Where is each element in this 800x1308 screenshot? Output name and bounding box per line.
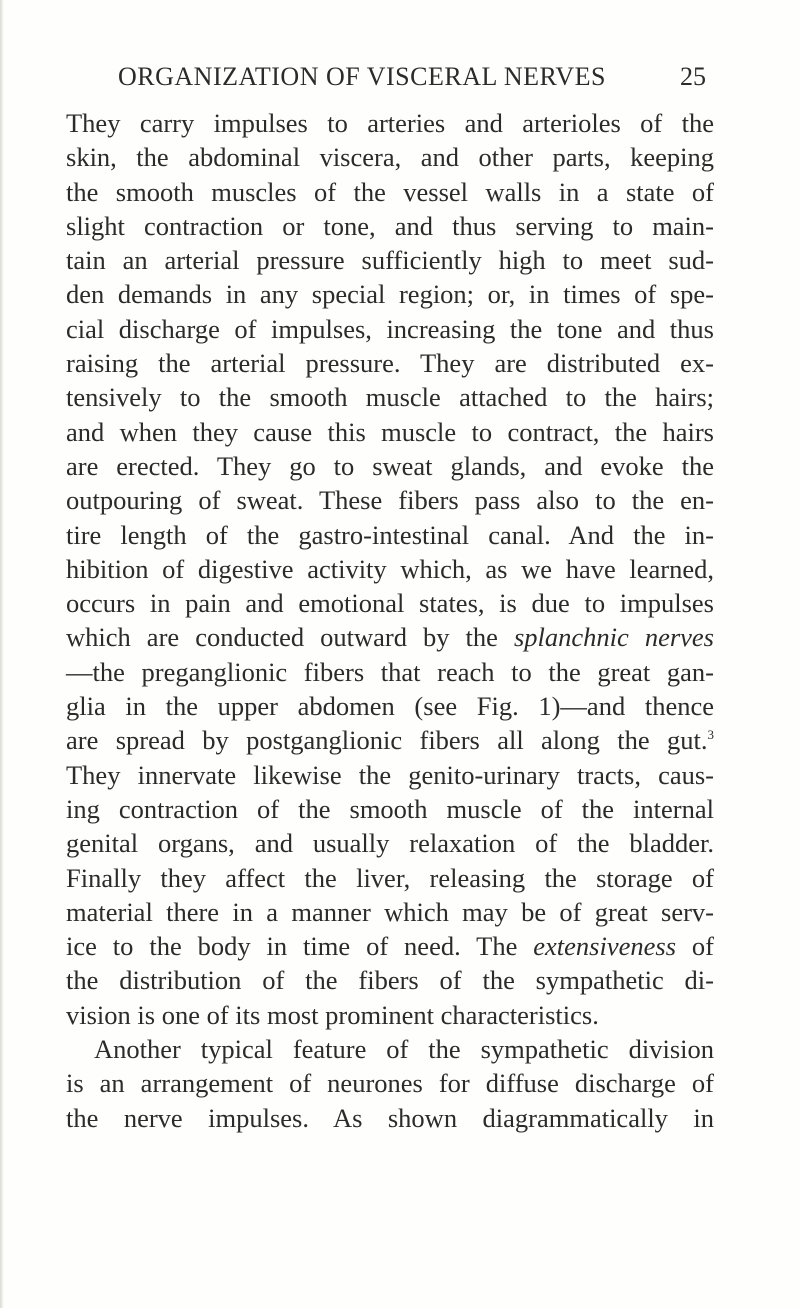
italic-term: splanchnic nerves bbox=[513, 622, 714, 653]
text-line: Another typical feature of the sympathetic division bbox=[94, 1034, 714, 1065]
text-line: genital organs, and usually relaxation of the bladder. bbox=[66, 828, 714, 859]
body-text bbox=[66, 106, 714, 1135]
text-segment: which are conducted outward by the bbox=[66, 622, 514, 653]
text-line: material there in a manner which may be of great serv- bbox=[66, 896, 714, 927]
text-line: tire length of the gastro-intestinal canal. And the in- bbox=[66, 519, 714, 550]
text-line: They innervate likewise the genito-urinary tracts, caus- bbox=[66, 759, 714, 790]
italic-term: extensiveness bbox=[533, 931, 677, 962]
text-line: the distribution of the fibers of the sympathetic di- bbox=[66, 965, 714, 996]
text-line: vision is one of its most prominent characteristics. bbox=[66, 999, 599, 1030]
footnote-reference[interactable]: 3 bbox=[707, 727, 714, 743]
running-head bbox=[0, 62, 800, 98]
text-segment: are spread by postganglionic fibers all along the gut. bbox=[66, 725, 708, 756]
text-line bbox=[66, 929, 714, 963]
text-line: are erected. They go to sweat glands, and evoke the bbox=[66, 450, 714, 481]
text-line: occurs in pain and emotional states, is due to impulses bbox=[66, 588, 714, 619]
text-line: glia in the upper abdomen (see Fig. 1)—and thence bbox=[66, 691, 714, 722]
page-number: 25 bbox=[680, 62, 706, 91]
text-segment: ice to the body in time of need. The bbox=[66, 931, 534, 962]
text-line: hibition of digestive activity which, as we have learned, bbox=[66, 553, 714, 584]
text-line: ing contraction of the smooth muscle of the internal bbox=[66, 793, 714, 824]
text-line: den demands in any special region; or, in times of spe- bbox=[66, 279, 714, 310]
text-line: They carry impulses to arteries and arterioles of the bbox=[66, 108, 714, 138]
page-spine-shadow bbox=[0, 0, 4, 1308]
text-line: raising the arterial pressure. They are distributed ex- bbox=[66, 348, 714, 379]
text-line: and when they cause this muscle to contract, the hairs bbox=[66, 416, 714, 447]
text-line bbox=[66, 723, 714, 757]
text-line: Finally they affect the liver, releasing the storage of bbox=[66, 862, 714, 893]
running-head-title: ORGANIZATION OF VISCERAL NERVES bbox=[118, 62, 606, 91]
text-line bbox=[66, 620, 714, 654]
text-line: tain an arterial pressure sufficiently high to meet sud- bbox=[66, 245, 714, 276]
text-line: —the preganglionic fibers that reach to the great gan- bbox=[66, 656, 714, 687]
text-line: outpouring of sweat. These fibers pass also to the en- bbox=[66, 485, 714, 516]
text-line: skin, the abdominal viscera, and other parts, keeping bbox=[66, 142, 714, 173]
text-line: the nerve impulses. As shown diagrammatically in bbox=[66, 1102, 714, 1133]
text-segment: of bbox=[676, 931, 715, 962]
text-line: cial discharge of impulses, increasing the tone and thus bbox=[66, 313, 714, 344]
text-line: the smooth muscles of the vessel walls in a state of bbox=[66, 176, 714, 207]
text-line: slight contraction or tone, and thus serving to main- bbox=[66, 210, 714, 241]
text-line: tensively to the smooth muscle attached to the hairs; bbox=[66, 382, 714, 413]
text-line: is an arrangement of neurones for diffuse discharge of bbox=[66, 1068, 714, 1099]
